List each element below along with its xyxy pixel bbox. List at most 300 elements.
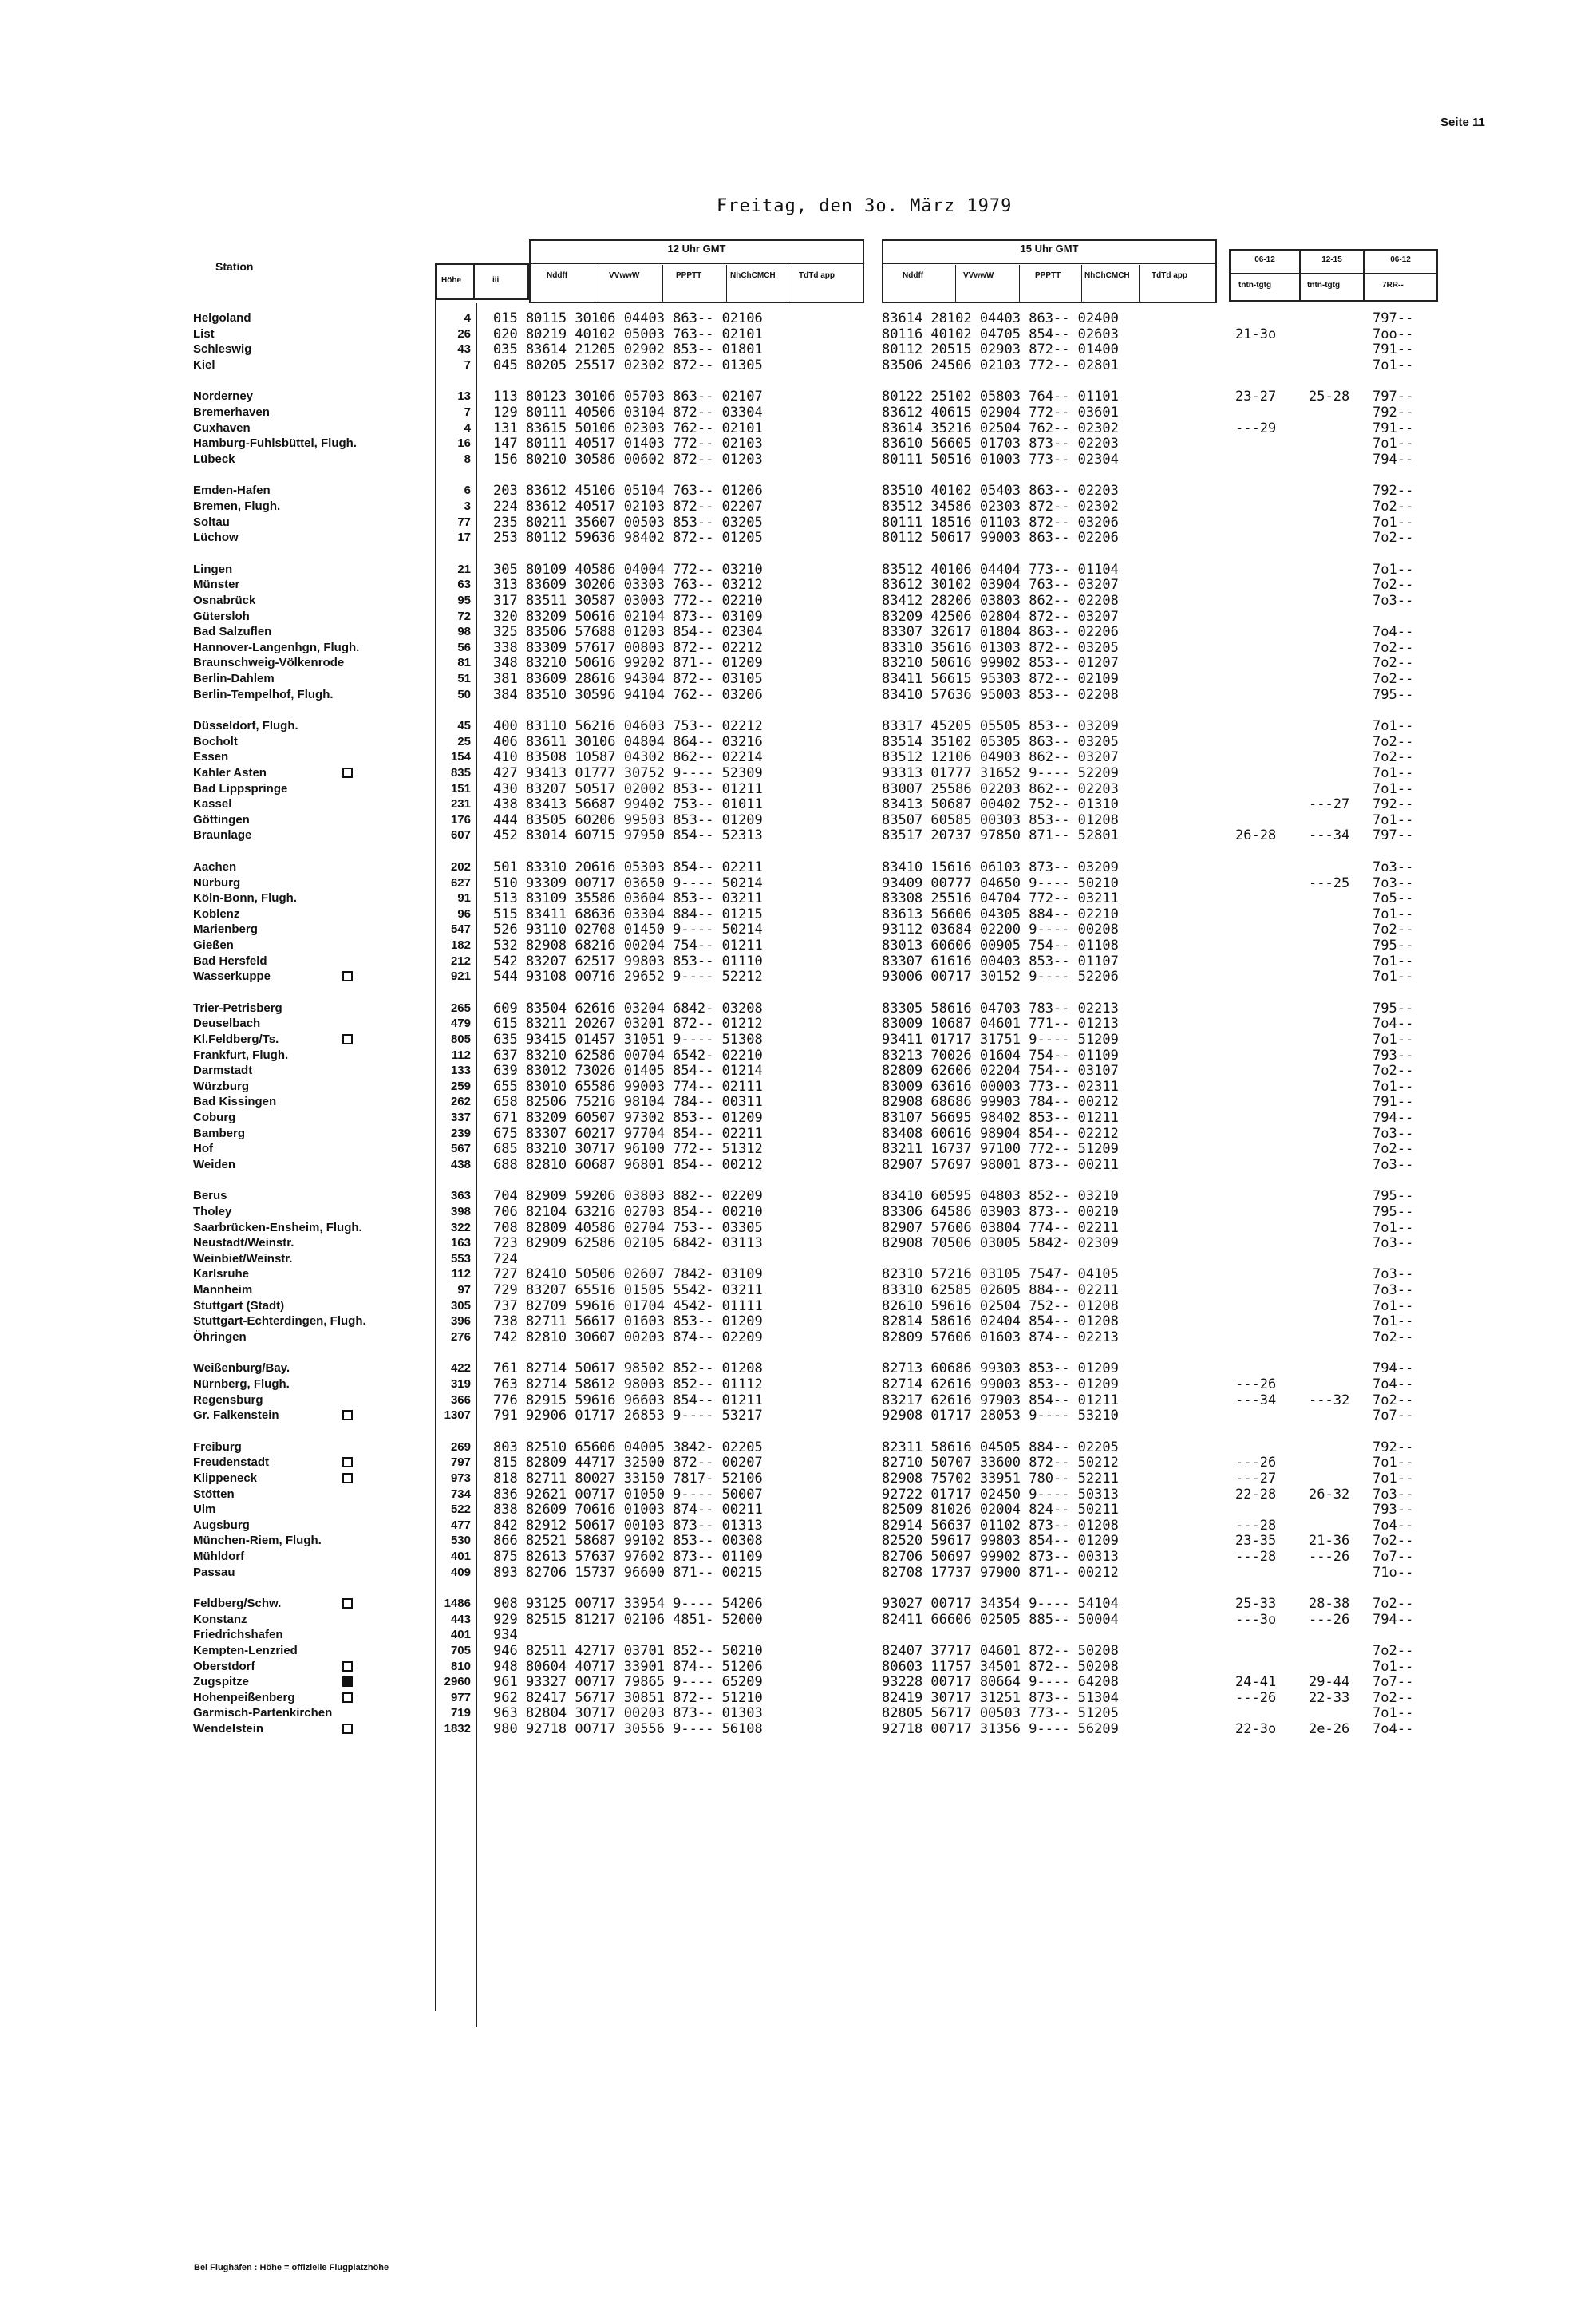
obs-12-utc: 526 93110 02708 01450 9---- 50214 — [493, 922, 763, 938]
obs-12-utc: 655 83010 65586 99003 774-- 02111 — [493, 1079, 763, 1095]
table-row — [0, 1313, 1596, 1329]
temp-12-15: ---32 — [1309, 1392, 1350, 1408]
table-row — [0, 1032, 1596, 1047]
precip-06-12: 7o2-- — [1373, 1533, 1414, 1549]
open-square-icon — [342, 1724, 353, 1734]
obs-15-utc: 83009 10687 04601 771-- 01213 — [882, 1016, 1119, 1032]
precip-06-12: 7o2-- — [1373, 1329, 1414, 1345]
obs-15-utc: 83107 56695 98402 853-- 01211 — [882, 1110, 1119, 1126]
temp-06-12: 23-27 — [1235, 389, 1277, 405]
table-row — [0, 1439, 1596, 1455]
precip-06-12: 71o-- — [1373, 1565, 1414, 1581]
obs-12-utc: 946 82511 42717 03701 852-- 50210 — [493, 1643, 763, 1659]
header-extra-1-sub: tntn-tgtg — [1238, 281, 1272, 290]
table-row — [0, 1110, 1596, 1125]
station-name: Koblenz — [193, 907, 240, 921]
station-height: 805 — [450, 1033, 471, 1046]
obs-12-utc: 675 83307 60217 97704 854-- 02211 — [493, 1126, 763, 1142]
station-height: 547 — [450, 922, 471, 936]
table-row — [0, 969, 1596, 984]
station-name: Stuttgart-Echterdingen, Flugh. — [193, 1314, 366, 1328]
precip-06-12: 7o7-- — [1373, 1674, 1414, 1690]
station-height: 398 — [450, 1205, 471, 1218]
station-height: 7 — [464, 358, 471, 372]
station-height: 7 — [464, 405, 471, 419]
table-row — [0, 1674, 1596, 1689]
station-name: Weinbiet/Weinstr. — [193, 1252, 293, 1266]
obs-12-utc: 637 83210 62586 00704 6542- 02210 — [493, 1048, 763, 1064]
precip-06-12: 7o7-- — [1373, 1549, 1414, 1565]
open-square-icon — [342, 1410, 353, 1420]
table-row — [0, 640, 1596, 655]
obs-12-utc: 320 83209 50616 02104 873-- 03109 — [493, 609, 763, 625]
station-name: Hannover-Langenhgn, Flugh. — [193, 641, 360, 654]
table-row — [0, 421, 1596, 436]
station-height: 16 — [457, 436, 471, 450]
station-name: Oberstdorf — [193, 1660, 255, 1673]
temp-06-12: ---28 — [1235, 1549, 1277, 1565]
table-row — [0, 405, 1596, 420]
station-name: Köln-Bonn, Flugh. — [193, 891, 297, 905]
temp-06-12: ---26 — [1235, 1690, 1277, 1706]
precip-06-12: 7o1-- — [1373, 812, 1414, 828]
station-height: 97 — [457, 1283, 471, 1297]
obs-12-utc: 609 83504 62616 03204 6842- 03208 — [493, 1001, 763, 1017]
table-row — [0, 1659, 1596, 1674]
obs-12-utc: 704 82909 59206 03803 882-- 02209 — [493, 1188, 763, 1204]
precip-06-12: 7o1-- — [1373, 562, 1414, 578]
station-height: 705 — [450, 1644, 471, 1657]
obs-12-utc: 776 82915 59616 96603 854-- 01211 — [493, 1392, 763, 1408]
precip-06-12: 7o4-- — [1373, 624, 1414, 640]
station-height: 98 — [457, 625, 471, 638]
obs-15-utc: 80116 40102 04705 854-- 02603 — [882, 326, 1119, 342]
obs-15-utc: 82809 62606 02204 754-- 03107 — [882, 1063, 1119, 1079]
precip-06-12: 794-- — [1373, 1110, 1414, 1126]
precip-06-12: 7o3-- — [1373, 593, 1414, 609]
table-row — [0, 1126, 1596, 1141]
obs-12-utc: 934 — [493, 1627, 518, 1643]
precip-06-12: 7o1-- — [1373, 1298, 1414, 1314]
temp-12-15: 21-36 — [1309, 1533, 1350, 1549]
table-row — [0, 483, 1596, 498]
station-name: List — [193, 327, 215, 341]
header-extra-1 — [1229, 249, 1301, 302]
table-row — [0, 1204, 1596, 1219]
obs-12-utc: 045 80205 25517 02302 872-- 01305 — [493, 357, 763, 373]
station-name: Bad Salzuflen — [193, 625, 272, 638]
temp-12-15: 22-33 — [1309, 1690, 1350, 1706]
table-row — [0, 357, 1596, 373]
header-block-12-col-5: TdTd app — [799, 271, 835, 280]
obs-15-utc: 93411 01717 31751 9---- 51209 — [882, 1032, 1119, 1048]
station-name: Essen — [193, 750, 229, 764]
precip-06-12: 791-- — [1373, 421, 1414, 436]
station-height: 212 — [450, 954, 471, 968]
station-name: Stötten — [193, 1487, 235, 1501]
precip-06-12: 7o1-- — [1373, 1471, 1414, 1487]
station-height: 151 — [450, 782, 471, 796]
obs-15-utc: 83307 61616 00403 853-- 01107 — [882, 954, 1119, 969]
obs-15-utc: 83612 30102 03904 763-- 03207 — [882, 577, 1119, 593]
station-height: 627 — [450, 876, 471, 890]
station-height: 921 — [450, 969, 471, 983]
station-name: Öhringen — [193, 1330, 247, 1344]
page-label: Seite 11 — [1440, 116, 1485, 129]
station-name: Hamburg-Fuhlsbüttel, Flugh. — [193, 436, 357, 450]
station-height: 96 — [457, 907, 471, 921]
precip-06-12: 7o1-- — [1373, 1079, 1414, 1095]
station-height: 401 — [450, 1550, 471, 1563]
obs-12-utc: 963 82804 30717 00203 873-- 01303 — [493, 1705, 763, 1721]
table-row — [0, 734, 1596, 749]
obs-15-utc: 92908 01717 28053 9---- 53210 — [882, 1408, 1119, 1423]
station-height: 522 — [450, 1502, 471, 1516]
obs-15-utc: 82509 81026 02004 824-- 50211 — [882, 1502, 1119, 1518]
obs-12-utc: 224 83612 40517 02103 872-- 02207 — [493, 499, 763, 515]
station-height: 438 — [450, 1158, 471, 1171]
station-height: 276 — [450, 1330, 471, 1344]
obs-15-utc: 83517 20737 97850 871-- 52801 — [882, 827, 1119, 843]
station-height: 734 — [450, 1487, 471, 1501]
obs-15-utc: 83310 35616 01303 872-- 03205 — [882, 640, 1119, 656]
station-name: Kahler Asten — [193, 766, 267, 780]
precip-06-12: 7o2-- — [1373, 499, 1414, 515]
precip-06-12: 7o2-- — [1373, 1392, 1414, 1408]
table-row — [0, 1141, 1596, 1156]
header-iii-label: iii — [492, 276, 500, 285]
precip-06-12: 7o1-- — [1373, 1659, 1414, 1675]
obs-12-utc: 253 80112 59636 98402 872-- 01205 — [493, 530, 763, 546]
table-row — [0, 890, 1596, 906]
table-row — [0, 577, 1596, 592]
station-name: Mannheim — [193, 1283, 253, 1297]
temp-12-15: ---27 — [1309, 796, 1350, 812]
header-block-12-col-4: NhChCMCH — [730, 271, 776, 280]
open-square-icon — [342, 1034, 353, 1044]
precip-06-12: 7o5-- — [1373, 890, 1414, 906]
precip-06-12: 7o1-- — [1373, 765, 1414, 781]
station-name: Helgoland — [193, 311, 251, 325]
obs-12-utc: 325 83506 57688 01203 854-- 02304 — [493, 624, 763, 640]
obs-15-utc: 80112 50617 99003 863-- 02206 — [882, 530, 1119, 546]
header-block-12-col-2: VVwwW — [609, 271, 640, 280]
header-extra-2 — [1299, 249, 1365, 302]
obs-12-utc: 510 93309 00717 03650 9---- 50214 — [493, 875, 763, 891]
obs-12-utc: 452 83014 60715 97950 854-- 52313 — [493, 827, 763, 843]
table-row — [0, 655, 1596, 670]
station-height: 77 — [457, 515, 471, 529]
table-row — [0, 1001, 1596, 1016]
station-height: 176 — [450, 813, 471, 827]
open-square-icon — [342, 1473, 353, 1483]
obs-15-utc: 93228 00717 80664 9---- 64208 — [882, 1674, 1119, 1690]
station-name: Garmisch-Partenkirchen — [193, 1706, 333, 1720]
header-extra-2-sub: tntn-tgtg — [1307, 281, 1341, 290]
station-height: 305 — [450, 1299, 471, 1313]
station-height: 396 — [450, 1314, 471, 1328]
obs-15-utc: 82809 57606 01603 874-- 02213 — [882, 1329, 1119, 1345]
station-name: Karlsruhe — [193, 1267, 250, 1281]
station-height: 477 — [450, 1518, 471, 1532]
obs-15-utc: 83507 60585 00303 853-- 01208 — [882, 812, 1119, 828]
precip-06-12: 7o4-- — [1373, 1518, 1414, 1534]
obs-15-utc: 83310 62585 02605 884-- 02211 — [882, 1282, 1119, 1298]
obs-15-utc: 82805 56717 00503 773-- 51205 — [882, 1705, 1119, 1721]
open-square-icon — [342, 768, 353, 778]
station-name: Freiburg — [193, 1440, 242, 1454]
obs-12-utc: 724 — [493, 1251, 518, 1267]
obs-15-utc: 82907 57606 03804 774-- 02211 — [882, 1220, 1119, 1236]
station-height: 21 — [457, 563, 471, 576]
obs-12-utc: 381 83609 28616 94304 872-- 03105 — [493, 671, 763, 687]
obs-15-utc: 80603 11757 34501 872-- 50208 — [882, 1659, 1119, 1675]
station-name: Cuxhaven — [193, 421, 251, 435]
station-name: Bad Kissingen — [193, 1095, 277, 1108]
station-height: 91 — [457, 891, 471, 905]
temp-06-12: 22-28 — [1235, 1487, 1277, 1502]
station-height: 81 — [457, 656, 471, 669]
station-name: Bremen, Flugh. — [193, 500, 281, 513]
obs-15-utc: 82714 62616 99003 853-- 01209 — [882, 1376, 1119, 1392]
station-name: München-Riem, Flugh. — [193, 1534, 322, 1547]
table-row — [0, 1408, 1596, 1423]
obs-12-utc: 961 93327 00717 79865 9---- 65209 — [493, 1674, 763, 1690]
precip-06-12: 7o2-- — [1373, 1690, 1414, 1706]
station-name: Wendelstein — [193, 1722, 264, 1735]
table-row — [0, 1376, 1596, 1392]
table-row — [0, 436, 1596, 451]
obs-15-utc: 83209 42506 02804 872-- 03207 — [882, 609, 1119, 625]
obs-15-utc: 83412 28206 03803 862-- 02208 — [882, 593, 1119, 609]
station-height: 409 — [450, 1566, 471, 1579]
obs-15-utc: 83213 70026 01604 754-- 01109 — [882, 1048, 1119, 1064]
precip-06-12: 794-- — [1373, 1360, 1414, 1376]
obs-12-utc: 015 80115 30106 04403 863-- 02106 — [493, 310, 763, 326]
station-height: 4 — [464, 311, 471, 325]
station-name: Berlin-Tempelhof, Flugh. — [193, 688, 334, 701]
table-row — [0, 1643, 1596, 1658]
table-row — [0, 671, 1596, 686]
precip-06-12: 7o2-- — [1373, 1141, 1414, 1157]
station-height: 231 — [450, 797, 471, 811]
station-name: Augsburg — [193, 1518, 250, 1532]
obs-12-utc: 317 83511 30587 03003 772-- 02210 — [493, 593, 763, 609]
obs-12-utc: 542 83207 62517 99803 853-- 01110 — [493, 954, 763, 969]
obs-12-utc: 615 83211 20267 03201 872-- 01212 — [493, 1016, 763, 1032]
precip-06-12: 7o7-- — [1373, 1408, 1414, 1423]
table-row — [0, 499, 1596, 514]
precip-06-12: 795-- — [1373, 1204, 1414, 1220]
table-row — [0, 1282, 1596, 1297]
station-height: 112 — [451, 1267, 471, 1281]
station-height: 479 — [450, 1017, 471, 1030]
station-height: 553 — [450, 1252, 471, 1266]
station-height: 977 — [450, 1691, 471, 1704]
header-block-15-title: 15 Uhr GMT — [1020, 243, 1079, 255]
station-name: Saarbrücken-Ensheim, Flugh. — [193, 1221, 362, 1234]
header-hoehe-label: Höhe — [441, 276, 461, 285]
obs-15-utc: 82908 70506 03005 5842- 02309 — [882, 1235, 1119, 1251]
obs-15-utc: 93313 01777 31652 9---- 52209 — [882, 765, 1119, 781]
obs-12-utc: 129 80111 40506 03104 872-- 03304 — [493, 405, 763, 421]
obs-12-utc: 113 80123 30106 05703 863-- 02107 — [493, 389, 763, 405]
table-row — [0, 1220, 1596, 1235]
obs-15-utc: 93006 00717 30152 9---- 52206 — [882, 969, 1119, 985]
station-height: 530 — [450, 1534, 471, 1547]
station-name: Weißenburg/Bay. — [193, 1361, 290, 1375]
obs-15-utc: 93027 00717 34354 9---- 54104 — [882, 1596, 1119, 1612]
station-height: 25 — [457, 735, 471, 748]
station-name: Klippeneck — [193, 1471, 258, 1485]
temp-06-12: 21-3o — [1235, 326, 1277, 342]
obs-15-utc: 83210 50616 99902 853-- 01207 — [882, 655, 1119, 671]
obs-12-utc: 866 82521 58687 99102 853-- 00308 — [493, 1533, 763, 1549]
station-height: 4 — [464, 421, 471, 435]
obs-12-utc: 818 82711 80027 33150 7817- 52106 — [493, 1471, 763, 1487]
station-name: Lüchow — [193, 531, 239, 544]
station-height: 401 — [450, 1628, 471, 1641]
station-height: 72 — [457, 610, 471, 623]
header-block-15 — [882, 239, 1217, 303]
table-row — [0, 310, 1596, 326]
obs-12-utc: 338 83309 57617 00803 872-- 02212 — [493, 640, 763, 656]
table-row — [0, 1157, 1596, 1172]
precip-06-12: 7o2-- — [1373, 577, 1414, 593]
station-height: 13 — [457, 389, 471, 403]
precip-06-12: 7o2-- — [1373, 1063, 1414, 1079]
obs-15-utc: 83512 40106 04404 773-- 01104 — [882, 562, 1119, 578]
table-row — [0, 1235, 1596, 1250]
obs-12-utc: 501 83310 20616 05303 854-- 02211 — [493, 859, 763, 875]
station-name: Bad Lippspringe — [193, 782, 288, 796]
station-name: Wasserkuppe — [193, 969, 271, 983]
station-height: 1486 — [444, 1597, 471, 1610]
obs-15-utc: 83306 64586 03903 873-- 00210 — [882, 1204, 1119, 1220]
station-height: 259 — [450, 1080, 471, 1093]
station-height: 443 — [450, 1613, 471, 1626]
station-name: Schleswig — [193, 342, 252, 356]
header-iii-box — [473, 263, 529, 300]
station-name: Lübeck — [193, 452, 235, 466]
precip-06-12: 792-- — [1373, 483, 1414, 499]
precip-06-12: 7o3-- — [1373, 1487, 1414, 1502]
obs-12-utc: 742 82810 30607 00203 874-- 02209 — [493, 1329, 763, 1345]
obs-15-utc: 83410 57636 95003 853-- 02208 — [882, 687, 1119, 703]
obs-15-utc: 82914 56637 01102 873-- 01208 — [882, 1518, 1119, 1534]
obs-15-utc: 83514 35102 05305 863-- 03205 — [882, 734, 1119, 750]
precip-06-12: 792-- — [1373, 405, 1414, 421]
obs-12-utc: 948 80604 40717 33901 874-- 51206 — [493, 1659, 763, 1675]
obs-15-utc: 83512 34586 02303 872-- 02302 — [882, 499, 1119, 515]
header-extra-2-title: 12-15 — [1321, 255, 1342, 264]
table-row — [0, 1392, 1596, 1408]
station-height: 973 — [450, 1471, 471, 1485]
obs-12-utc: 348 83210 50616 99202 871-- 01209 — [493, 655, 763, 671]
precip-06-12: 7o1-- — [1373, 1455, 1414, 1471]
obs-15-utc: 83506 24506 02103 772-- 02801 — [882, 357, 1119, 373]
station-name: Zugspitze — [193, 1675, 249, 1688]
obs-15-utc: 80122 25102 05803 764-- 01101 — [882, 389, 1119, 405]
station-name: Gütersloh — [193, 610, 250, 623]
precip-06-12: 7o2-- — [1373, 922, 1414, 938]
obs-12-utc: 842 82912 50617 00103 873-- 01313 — [493, 1518, 763, 1534]
table-row — [0, 906, 1596, 922]
obs-15-utc: 82407 37717 04601 872-- 50208 — [882, 1643, 1119, 1659]
table-row — [0, 609, 1596, 624]
station-name: Kl.Feldberg/Ts. — [193, 1033, 279, 1046]
station-height: 3 — [464, 500, 471, 513]
header-block-12-col-1: Nddff — [547, 271, 568, 280]
precip-06-12: 792-- — [1373, 796, 1414, 812]
obs-12-utc: 803 82510 65606 04005 3842- 02205 — [493, 1439, 763, 1455]
temp-06-12: ---3o — [1235, 1612, 1277, 1628]
table-row — [0, 1298, 1596, 1313]
table-row — [0, 1502, 1596, 1517]
obs-12-utc: 791 92906 01717 26853 9---- 53217 — [493, 1408, 763, 1423]
station-name: Coburg — [193, 1111, 236, 1124]
station-height: 322 — [450, 1221, 471, 1234]
table-row — [0, 562, 1596, 577]
station-name: Nürnberg, Flugh. — [193, 1377, 290, 1391]
temp-06-12: 22-3o — [1235, 1721, 1277, 1737]
obs-12-utc: 671 83209 60507 97302 853-- 01209 — [493, 1110, 763, 1126]
precip-06-12: 7o3-- — [1373, 1157, 1414, 1173]
precip-06-12: 795-- — [1373, 687, 1414, 703]
header-station-label: Station — [215, 260, 254, 273]
precip-06-12: 7o2-- — [1373, 749, 1414, 765]
obs-15-utc: 83614 35216 02504 762-- 02302 — [882, 421, 1119, 436]
obs-12-utc: 688 82810 60687 96801 854-- 00212 — [493, 1157, 763, 1173]
precip-06-12: 7o2-- — [1373, 640, 1414, 656]
station-name: Soltau — [193, 515, 230, 529]
precip-06-12: 7o2-- — [1373, 655, 1414, 671]
obs-15-utc: 83410 60595 04803 852-- 03210 — [882, 1188, 1119, 1204]
obs-15-utc: 82713 60686 99303 853-- 01209 — [882, 1360, 1119, 1376]
table-row — [0, 1705, 1596, 1720]
precip-06-12: 7o1-- — [1373, 781, 1414, 797]
table-row — [0, 954, 1596, 969]
temp-06-12: 26-28 — [1235, 827, 1277, 843]
precip-06-12: 7o3-- — [1373, 875, 1414, 891]
temp-06-12: 25-33 — [1235, 1596, 1277, 1612]
table-row — [0, 1487, 1596, 1502]
station-name: Gr. Falkenstein — [193, 1408, 279, 1422]
table-row — [0, 1471, 1596, 1486]
table-row — [0, 827, 1596, 843]
station-height: 112 — [451, 1048, 471, 1062]
station-height: 363 — [450, 1189, 471, 1202]
station-name: Bremerhaven — [193, 405, 270, 419]
station-name: Hohenpeißenberg — [193, 1691, 295, 1704]
precip-06-12: 7o1-- — [1373, 436, 1414, 452]
table-row — [0, 1627, 1596, 1642]
table-row — [0, 1266, 1596, 1281]
table-row — [0, 1329, 1596, 1345]
table-row — [0, 342, 1596, 357]
table-row — [0, 1533, 1596, 1548]
station-name: Weiden — [193, 1158, 236, 1171]
header-block-15-col-2: VVwwW — [963, 271, 994, 280]
obs-15-utc: 83610 56605 01703 873-- 02203 — [882, 436, 1119, 452]
open-square-icon — [342, 1692, 353, 1703]
table-row — [0, 1721, 1596, 1736]
date-title: Freitag, den 3o. März 1979 — [717, 196, 1013, 216]
obs-12-utc: 908 93125 00717 33954 9---- 54206 — [493, 1596, 763, 1612]
station-name: Ulm — [193, 1502, 216, 1516]
station-height: 202 — [450, 860, 471, 874]
precip-06-12: 7o3-- — [1373, 1266, 1414, 1282]
